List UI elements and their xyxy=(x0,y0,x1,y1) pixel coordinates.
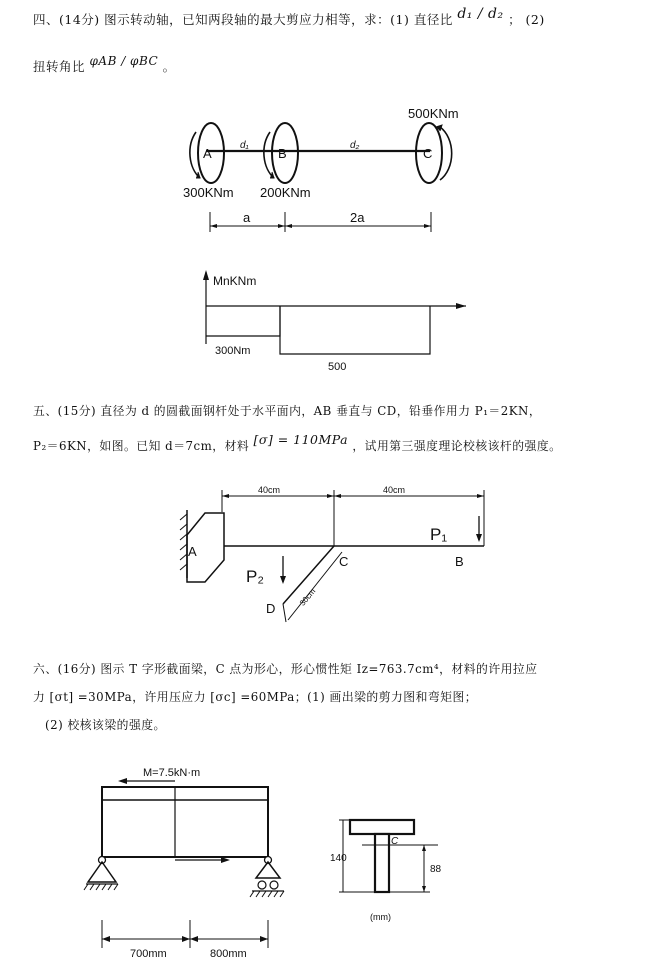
q5-line1: 五、(15分) 直径为 d 的圆截面钢杆处于水平面内，AB 垂直与 CD，铅垂作用力 P₁＝2KN， xyxy=(33,404,542,418)
dim-2a-label: 2a xyxy=(350,210,365,225)
q4-line2: 扭转角比 φAB / φBC 。 xyxy=(33,54,176,74)
q5-label-d: D xyxy=(266,601,276,616)
dim-a-label: a xyxy=(243,210,251,225)
centroid-label: C xyxy=(391,836,399,847)
q5-label-c: C xyxy=(339,554,349,569)
label-b: B xyxy=(278,146,287,161)
span2-label: 800mm xyxy=(210,948,247,960)
roller-2 xyxy=(270,881,278,889)
support-left xyxy=(88,862,116,882)
q4-line1: 四、(14分) 图示转动轴，已知两段轴的最大剪应力相等，求：(1) 直径比 d₁ / d₂ ； (2) xyxy=(33,6,545,27)
pos-torque-label: 500 xyxy=(328,361,347,373)
label-a: A xyxy=(203,146,212,161)
support-right xyxy=(256,862,280,878)
roller-1 xyxy=(258,881,266,889)
q5-label-b: B xyxy=(455,554,464,569)
t-section-flange xyxy=(350,820,414,834)
q5-dim2-label: 40cm xyxy=(383,485,406,495)
moment-label: M=7.5kN·m xyxy=(143,767,201,779)
q6-line2: 力 [σt] =30MPa，许用压应力 [σc] =60MPa；(1) 画出梁的剪力图和弯矩图； xyxy=(33,690,478,704)
p2-label: P₂ xyxy=(246,567,264,586)
hatch-left xyxy=(84,884,118,890)
q5-dim1-label: 40cm xyxy=(258,485,281,495)
twist-angle-ratio: φAB / φBC xyxy=(89,54,159,68)
torque-top-label: 500KNm xyxy=(408,106,459,121)
d2-label: d₂ xyxy=(350,140,360,151)
torque-b-label: 200KNm xyxy=(260,185,311,200)
hatch-right xyxy=(250,891,284,897)
centroid-dist-label: 88 xyxy=(430,864,442,875)
span1-label: 700mm xyxy=(130,948,167,960)
axis-label: MnKNm xyxy=(213,274,257,288)
q5-line2: P₂＝6KN，如图。已知 d＝7cm，材料 [σ] = 110MPa ，试用第三强度理论校核该杆的强度。 xyxy=(33,432,562,453)
unit-label: (mm) xyxy=(370,912,391,922)
moment-arrowhead-top xyxy=(118,778,127,784)
beam-body xyxy=(102,787,268,857)
height-label: 140 xyxy=(330,853,347,864)
neg-torque-label: 300Nm xyxy=(215,345,251,357)
q6-line3: (2) 校核该梁的强度。 xyxy=(45,718,166,732)
d1-label: d₁ xyxy=(240,140,249,151)
q5-dim3-label: 30cm xyxy=(297,586,318,608)
torque-a-label: 300KNm xyxy=(183,185,234,200)
q6-line1: 六、(16分) 图示 T 字形截面梁，C 点为形心，形心惯性矩 Iz=763.7cm⁴，材料的许用拉应 xyxy=(33,662,538,676)
allowable-stress: [σ] = 110MPa xyxy=(253,432,349,447)
diameter-ratio: d₁ / d₂ xyxy=(457,6,504,22)
t-section-web xyxy=(375,834,389,892)
q5-label-a: A xyxy=(188,544,197,559)
p1-label: P₁ xyxy=(430,525,448,544)
label-c: C xyxy=(423,146,433,161)
